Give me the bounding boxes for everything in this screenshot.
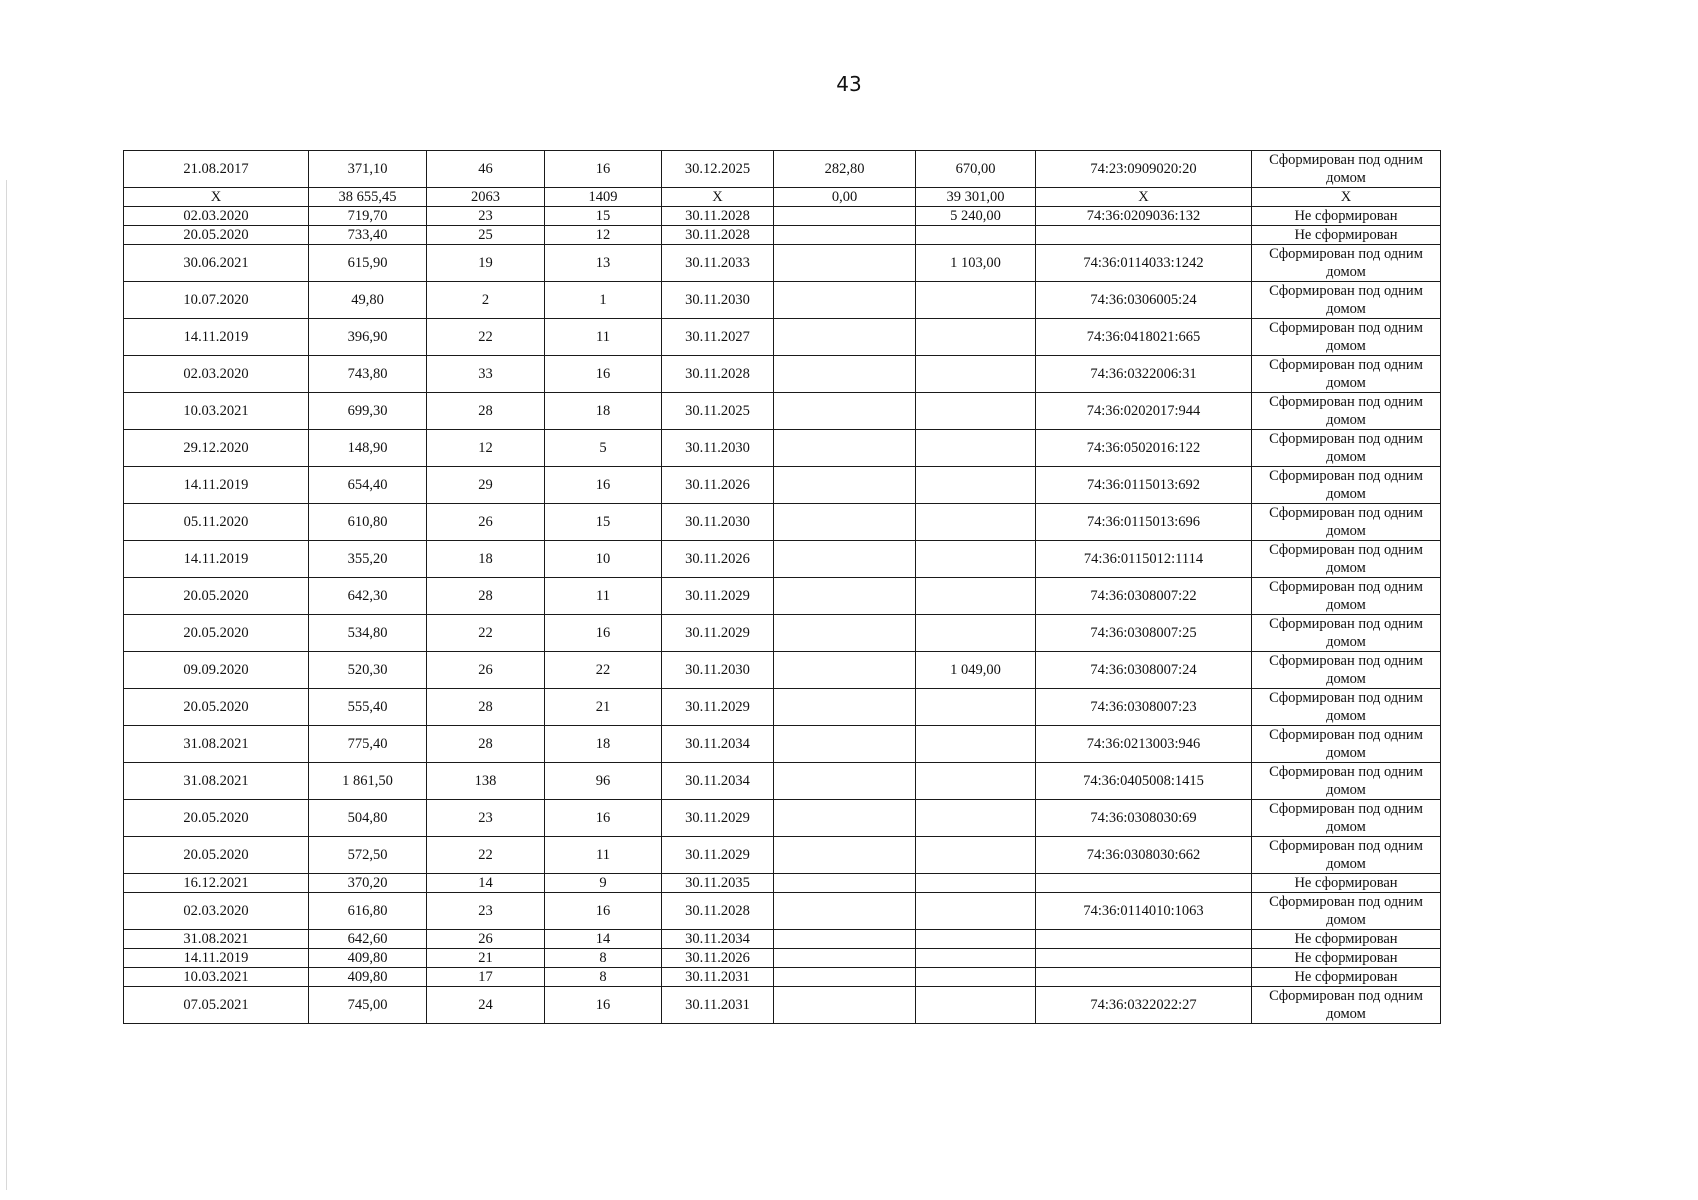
date-cell: 02.03.2020	[124, 356, 309, 393]
residents-cell: 26	[427, 930, 545, 949]
cadastral-number-cell: 74:36:0114010:1063	[1036, 893, 1252, 930]
deadline-cell: 30.11.2030	[662, 652, 774, 689]
cadastral-number-cell	[1036, 226, 1252, 245]
deadline-cell: 30.11.2029	[662, 689, 774, 726]
value-b-cell	[916, 615, 1036, 652]
deadline-cell: 30.11.2029	[662, 615, 774, 652]
value-b-cell	[916, 541, 1036, 578]
value-b-cell: 39 301,00	[916, 188, 1036, 207]
value-a-cell	[774, 949, 916, 968]
land-status-cell: Не сформирован	[1252, 226, 1441, 245]
area-cell: 534,80	[309, 615, 427, 652]
value-b-cell	[916, 578, 1036, 615]
area-cell: 775,40	[309, 726, 427, 763]
date-cell: 14.11.2019	[124, 467, 309, 504]
residents-cell: 28	[427, 726, 545, 763]
area-cell: 610,80	[309, 504, 427, 541]
residents-cell: 24	[427, 987, 545, 1024]
land-status-cell: Сформирован под одним домом	[1252, 689, 1441, 726]
residents-cell: 46	[427, 151, 545, 188]
residents-cell: 22	[427, 615, 545, 652]
land-status-cell: Не сформирован	[1252, 207, 1441, 226]
date-cell: 10.03.2021	[124, 968, 309, 987]
value-a-cell	[774, 893, 916, 930]
table-row	[124, 652, 1441, 689]
table-row	[124, 930, 1441, 949]
residents-cell: 2	[427, 282, 545, 319]
table-row	[124, 467, 1441, 504]
table-row	[124, 151, 1441, 188]
value-a-cell	[774, 837, 916, 874]
value-b-cell	[916, 282, 1036, 319]
date-cell: 31.08.2021	[124, 726, 309, 763]
table-row	[124, 837, 1441, 874]
deadline-cell: 30.11.2034	[662, 763, 774, 800]
deadline-cell: 30.11.2031	[662, 968, 774, 987]
cadastral-number-cell: 74:36:0308007:25	[1036, 615, 1252, 652]
deadline-cell: 30.11.2030	[662, 504, 774, 541]
date-cell: 10.07.2020	[124, 282, 309, 319]
table-row	[124, 800, 1441, 837]
table-row	[124, 689, 1441, 726]
table-row	[124, 615, 1441, 652]
deadline-cell: 30.11.2035	[662, 874, 774, 893]
apartments-cell: 18	[545, 393, 662, 430]
land-status-cell: Сформирован под одним домом	[1252, 504, 1441, 541]
date-cell: 20.05.2020	[124, 800, 309, 837]
apartments-cell: 8	[545, 968, 662, 987]
apartments-cell: 11	[545, 319, 662, 356]
value-a-cell	[774, 800, 916, 837]
date-cell: 29.12.2020	[124, 430, 309, 467]
cadastral-number-cell	[1036, 949, 1252, 968]
deadline-cell: X	[662, 188, 774, 207]
residents-cell: 2063	[427, 188, 545, 207]
apartments-cell: 22	[545, 652, 662, 689]
apartments-cell: 16	[545, 151, 662, 188]
value-a-cell	[774, 245, 916, 282]
value-b-cell	[916, 356, 1036, 393]
value-b-cell	[916, 949, 1036, 968]
area-cell: 396,90	[309, 319, 427, 356]
area-cell: 409,80	[309, 949, 427, 968]
land-status-cell: Сформирован под одним домом	[1252, 652, 1441, 689]
land-status-cell: Не сформирован	[1252, 968, 1441, 987]
date-cell: X	[124, 188, 309, 207]
cadastral-number-cell: 74:36:0322006:31	[1036, 356, 1252, 393]
value-b-cell	[916, 893, 1036, 930]
area-cell: 745,00	[309, 987, 427, 1024]
date-cell: 16.12.2021	[124, 874, 309, 893]
residents-cell: 22	[427, 837, 545, 874]
date-cell: 09.09.2020	[124, 652, 309, 689]
deadline-cell: 30.11.2026	[662, 467, 774, 504]
value-b-cell: 1 049,00	[916, 652, 1036, 689]
value-b-cell	[916, 319, 1036, 356]
table-row	[124, 188, 1441, 207]
residents-cell: 21	[427, 949, 545, 968]
land-status-cell: X	[1252, 188, 1441, 207]
table-row	[124, 430, 1441, 467]
table-row	[124, 356, 1441, 393]
value-b-cell	[916, 393, 1036, 430]
deadline-cell: 30.11.2034	[662, 930, 774, 949]
housing-register-table	[123, 150, 1441, 1024]
apartments-cell: 8	[545, 949, 662, 968]
value-b-cell: 1 103,00	[916, 245, 1036, 282]
land-status-cell: Сформирован под одним домом	[1252, 541, 1441, 578]
value-a-cell	[774, 226, 916, 245]
value-b-cell	[916, 689, 1036, 726]
area-cell: 370,20	[309, 874, 427, 893]
cadastral-number-cell	[1036, 874, 1252, 893]
deadline-cell: 30.11.2030	[662, 430, 774, 467]
table-row	[124, 874, 1441, 893]
date-cell: 20.05.2020	[124, 615, 309, 652]
page-number: 43	[836, 72, 862, 96]
date-cell: 07.05.2021	[124, 987, 309, 1024]
residents-cell: 23	[427, 893, 545, 930]
value-b-cell	[916, 430, 1036, 467]
deadline-cell: 30.11.2028	[662, 207, 774, 226]
date-cell: 05.11.2020	[124, 504, 309, 541]
deadline-cell: 30.11.2034	[662, 726, 774, 763]
apartments-cell: 16	[545, 800, 662, 837]
apartments-cell: 12	[545, 226, 662, 245]
value-b-cell: 5 240,00	[916, 207, 1036, 226]
residents-cell: 25	[427, 226, 545, 245]
value-b-cell	[916, 874, 1036, 893]
value-a-cell	[774, 763, 916, 800]
cadastral-number-cell: 74:36:0308030:69	[1036, 800, 1252, 837]
value-a-cell	[774, 282, 916, 319]
residents-cell: 17	[427, 968, 545, 987]
value-a-cell	[774, 930, 916, 949]
cadastral-number-cell: 74:36:0308007:23	[1036, 689, 1252, 726]
deadline-cell: 30.11.2028	[662, 356, 774, 393]
area-cell: 733,40	[309, 226, 427, 245]
land-status-cell: Сформирован под одним домом	[1252, 467, 1441, 504]
value-a-cell	[774, 467, 916, 504]
land-status-cell: Сформирован под одним домом	[1252, 151, 1441, 188]
apartments-cell: 1409	[545, 188, 662, 207]
value-a-cell	[774, 393, 916, 430]
cadastral-number-cell: 74:36:0114033:1242	[1036, 245, 1252, 282]
land-status-cell: Сформирован под одним домом	[1252, 430, 1441, 467]
date-cell: 02.03.2020	[124, 893, 309, 930]
value-b-cell	[916, 800, 1036, 837]
table-row	[124, 504, 1441, 541]
value-a-cell	[774, 430, 916, 467]
table-row	[124, 968, 1441, 987]
value-b-cell	[916, 987, 1036, 1024]
value-a-cell	[774, 652, 916, 689]
residents-cell: 26	[427, 504, 545, 541]
residents-cell: 28	[427, 578, 545, 615]
area-cell: 355,20	[309, 541, 427, 578]
cadastral-number-cell: 74:36:0308030:662	[1036, 837, 1252, 874]
land-status-cell: Не сформирован	[1252, 930, 1441, 949]
value-a-cell: 282,80	[774, 151, 916, 188]
table-row	[124, 541, 1441, 578]
apartments-cell: 96	[545, 763, 662, 800]
value-a-cell	[774, 578, 916, 615]
area-cell: 520,30	[309, 652, 427, 689]
deadline-cell: 30.11.2026	[662, 949, 774, 968]
date-cell: 31.08.2021	[124, 930, 309, 949]
land-status-cell: Сформирован под одним домом	[1252, 726, 1441, 763]
residents-cell: 28	[427, 689, 545, 726]
value-a-cell	[774, 504, 916, 541]
apartments-cell: 16	[545, 893, 662, 930]
deadline-cell: 30.11.2025	[662, 393, 774, 430]
land-status-cell: Не сформирован	[1252, 949, 1441, 968]
residents-cell: 29	[427, 467, 545, 504]
value-b-cell	[916, 226, 1036, 245]
residents-cell: 23	[427, 800, 545, 837]
table-row	[124, 245, 1441, 282]
deadline-cell: 30.11.2029	[662, 578, 774, 615]
table-row	[124, 763, 1441, 800]
apartments-cell: 16	[545, 615, 662, 652]
cadastral-number-cell: 74:36:0308007:24	[1036, 652, 1252, 689]
land-status-cell: Сформирован под одним домом	[1252, 282, 1441, 319]
land-status-cell: Сформирован под одним домом	[1252, 578, 1441, 615]
date-cell: 14.11.2019	[124, 949, 309, 968]
area-cell: 409,80	[309, 968, 427, 987]
scan-edge-line	[6, 180, 7, 1190]
area-cell: 642,30	[309, 578, 427, 615]
land-status-cell: Сформирован под одним домом	[1252, 319, 1441, 356]
land-status-cell: Сформирован под одним домом	[1252, 800, 1441, 837]
area-cell: 699,30	[309, 393, 427, 430]
date-cell: 20.05.2020	[124, 226, 309, 245]
value-b-cell	[916, 504, 1036, 541]
value-b-cell	[916, 726, 1036, 763]
deadline-cell: 30.11.2027	[662, 319, 774, 356]
date-cell: 14.11.2019	[124, 541, 309, 578]
value-b-cell	[916, 467, 1036, 504]
cadastral-number-cell: 74:36:0306005:24	[1036, 282, 1252, 319]
table-row	[124, 319, 1441, 356]
cadastral-number-cell: 74:36:0202017:944	[1036, 393, 1252, 430]
residents-cell: 138	[427, 763, 545, 800]
residents-cell: 14	[427, 874, 545, 893]
area-cell: 719,70	[309, 207, 427, 226]
value-a-cell	[774, 319, 916, 356]
date-cell: 20.05.2020	[124, 578, 309, 615]
area-cell: 642,60	[309, 930, 427, 949]
date-cell: 20.05.2020	[124, 689, 309, 726]
land-status-cell: Сформирован под одним домом	[1252, 393, 1441, 430]
table-row	[124, 726, 1441, 763]
deadline-cell: 30.11.2029	[662, 800, 774, 837]
deadline-cell: 30.11.2028	[662, 893, 774, 930]
land-status-cell: Не сформирован	[1252, 874, 1441, 893]
residents-cell: 18	[427, 541, 545, 578]
area-cell: 1 861,50	[309, 763, 427, 800]
date-cell: 21.08.2017	[124, 151, 309, 188]
value-a-cell	[774, 987, 916, 1024]
deadline-cell: 30.11.2028	[662, 226, 774, 245]
cadastral-number-cell: 74:36:0115013:692	[1036, 467, 1252, 504]
date-cell: 20.05.2020	[124, 837, 309, 874]
date-cell: 02.03.2020	[124, 207, 309, 226]
land-status-cell: Сформирован под одним домом	[1252, 987, 1441, 1024]
value-a-cell	[774, 541, 916, 578]
residents-cell: 19	[427, 245, 545, 282]
cadastral-number-cell: 74:36:0322022:27	[1036, 987, 1252, 1024]
cadastral-number-cell: 74:36:0418021:665	[1036, 319, 1252, 356]
area-cell: 504,80	[309, 800, 427, 837]
area-cell: 616,80	[309, 893, 427, 930]
area-cell: 148,90	[309, 430, 427, 467]
apartments-cell: 9	[545, 874, 662, 893]
value-b-cell: 670,00	[916, 151, 1036, 188]
table-row	[124, 226, 1441, 245]
residents-cell: 26	[427, 652, 545, 689]
deadline-cell: 30.11.2030	[662, 282, 774, 319]
table-row	[124, 393, 1441, 430]
land-status-cell: Сформирован под одним домом	[1252, 837, 1441, 874]
area-cell: 371,10	[309, 151, 427, 188]
deadline-cell: 30.11.2029	[662, 837, 774, 874]
land-status-cell: Сформирован под одним домом	[1252, 615, 1441, 652]
deadline-cell: 30.11.2026	[662, 541, 774, 578]
table-row	[124, 282, 1441, 319]
table-row	[124, 578, 1441, 615]
land-status-cell: Сформирован под одним домом	[1252, 763, 1441, 800]
area-cell: 743,80	[309, 356, 427, 393]
deadline-cell: 30.12.2025	[662, 151, 774, 188]
area-cell: 654,40	[309, 467, 427, 504]
apartments-cell: 15	[545, 207, 662, 226]
cadastral-number-cell: 74:36:0405008:1415	[1036, 763, 1252, 800]
apartments-cell: 15	[545, 504, 662, 541]
apartments-cell: 1	[545, 282, 662, 319]
value-a-cell	[774, 968, 916, 987]
residents-cell: 28	[427, 393, 545, 430]
cadastral-number-cell: 74:36:0115013:696	[1036, 504, 1252, 541]
area-cell: 615,90	[309, 245, 427, 282]
area-cell: 49,80	[309, 282, 427, 319]
apartments-cell: 5	[545, 430, 662, 467]
residents-cell: 23	[427, 207, 545, 226]
area-cell: 572,50	[309, 837, 427, 874]
cadastral-number-cell: 74:36:0209036:132	[1036, 207, 1252, 226]
value-b-cell	[916, 968, 1036, 987]
land-status-cell: Сформирован под одним домом	[1252, 356, 1441, 393]
cadastral-number-cell	[1036, 930, 1252, 949]
table-row	[124, 893, 1441, 930]
value-a-cell	[774, 874, 916, 893]
table-row	[124, 949, 1441, 968]
cadastral-number-cell: 74:23:0909020:20	[1036, 151, 1252, 188]
value-b-cell	[916, 763, 1036, 800]
apartments-cell: 13	[545, 245, 662, 282]
cadastral-number-cell: 74:36:0502016:122	[1036, 430, 1252, 467]
value-a-cell	[774, 356, 916, 393]
deadline-cell: 30.11.2031	[662, 987, 774, 1024]
apartments-cell: 16	[545, 467, 662, 504]
table-body	[124, 151, 1441, 1024]
apartments-cell: 16	[545, 987, 662, 1024]
apartments-cell: 21	[545, 689, 662, 726]
area-cell: 555,40	[309, 689, 427, 726]
cadastral-number-cell: X	[1036, 188, 1252, 207]
cadastral-number-cell	[1036, 968, 1252, 987]
table-row	[124, 207, 1441, 226]
value-a-cell	[774, 689, 916, 726]
land-status-cell: Сформирован под одним домом	[1252, 245, 1441, 282]
apartments-cell: 11	[545, 578, 662, 615]
residents-cell: 22	[427, 319, 545, 356]
value-a-cell	[774, 615, 916, 652]
cadastral-number-cell: 74:36:0213003:946	[1036, 726, 1252, 763]
value-b-cell	[916, 930, 1036, 949]
area-cell: 38 655,45	[309, 188, 427, 207]
land-status-cell: Сформирован под одним домом	[1252, 893, 1441, 930]
residents-cell: 33	[427, 356, 545, 393]
deadline-cell: 30.11.2033	[662, 245, 774, 282]
value-a-cell: 0,00	[774, 188, 916, 207]
table-row	[124, 987, 1441, 1024]
date-cell: 10.03.2021	[124, 393, 309, 430]
value-a-cell	[774, 726, 916, 763]
apartments-cell: 10	[545, 541, 662, 578]
cadastral-number-cell: 74:36:0308007:22	[1036, 578, 1252, 615]
apartments-cell: 14	[545, 930, 662, 949]
apartments-cell: 11	[545, 837, 662, 874]
date-cell: 30.06.2021	[124, 245, 309, 282]
residents-cell: 12	[427, 430, 545, 467]
value-b-cell	[916, 837, 1036, 874]
date-cell: 31.08.2021	[124, 763, 309, 800]
apartments-cell: 18	[545, 726, 662, 763]
value-a-cell	[774, 207, 916, 226]
cadastral-number-cell: 74:36:0115012:1114	[1036, 541, 1252, 578]
date-cell: 14.11.2019	[124, 319, 309, 356]
apartments-cell: 16	[545, 356, 662, 393]
